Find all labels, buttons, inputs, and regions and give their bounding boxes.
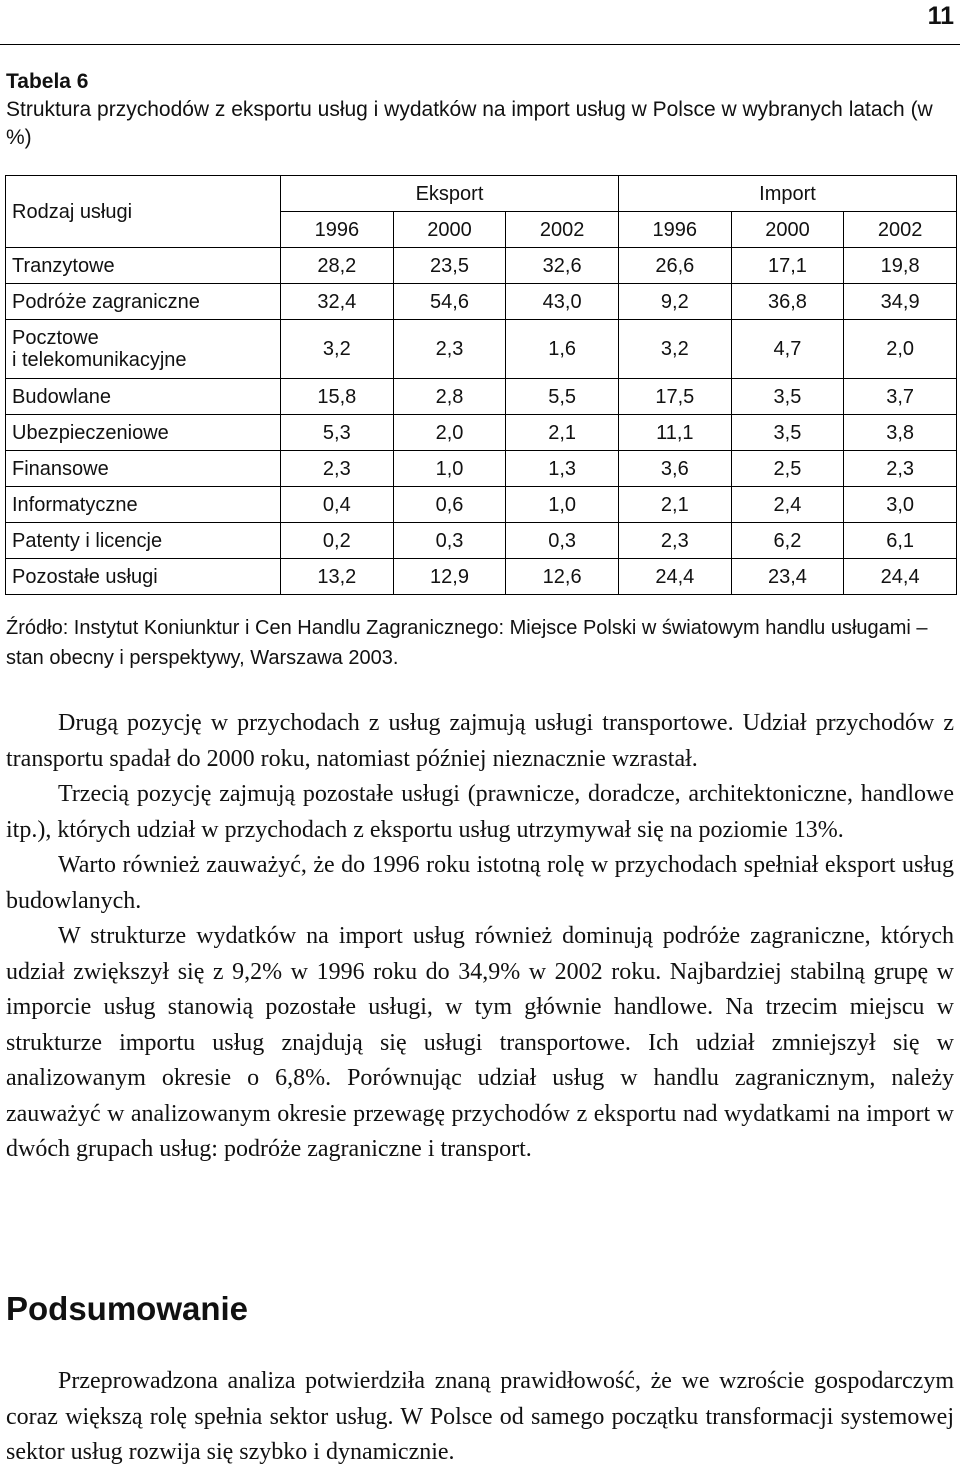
paragraph: W strukturze wydatków na import usług również dominują podróże zagraniczne, których udział zwiększył się z 9,2% w 1996 roku do 34,9% w 2002 roku. Najbardziej stabilną grupę w imporcie usług stanowią pozostałe usługi, w tym głównie handlowe. Na trzecim miejscu w strukturze importu usług znajdują się usługi transportowe. Ich udział zmniejszył się w analizowanym okresie o 6,8%. Porównując udział usług w handlu zagranicznym, należy zauważyć w analizowanym okresie przewagę przychodów z eksportu nad wydatkami na import w dwóch grupach usług: podróże zagraniczne i transport. <box>6 923 954 1162</box>
services-table <box>5 175 957 595</box>
table-cell: 2,3 <box>281 451 394 487</box>
table-cell: 5,5 <box>506 379 619 415</box>
table-cell: 15,8 <box>281 379 394 415</box>
year-header: 1996 <box>618 212 731 248</box>
table-cell: 3,5 <box>731 379 844 415</box>
table-cell: 3,8 <box>844 415 957 451</box>
table-cell: 13,2 <box>281 559 394 595</box>
table-cell: 0,6 <box>393 487 506 523</box>
paragraph: Trzecią pozycję zajmują pozostałe usługi (prawnicze, doradcze, architektoniczne, handlowe itp.), których udział w przychodach z eksportu usług utrzymywał się na poziomie 13%. <box>6 781 954 843</box>
table-cell: 28,2 <box>281 248 394 284</box>
table-cell: 43,0 <box>506 284 619 320</box>
body-text <box>6 706 954 1168</box>
table-cell: 24,4 <box>618 559 731 595</box>
table-cell: 2,4 <box>731 487 844 523</box>
table-cell: 0,4 <box>281 487 394 523</box>
row-category: Pocztowe i telekomunikacyjne <box>6 320 281 379</box>
paragraph: Drugą pozycję w przychodach z usług zajmują usługi transportowe. Udział przychodów z transportu spadał do 2000 roku, natomiast później nieznacznie wzrastał. <box>6 710 954 772</box>
row-category: Finansowe <box>6 451 281 487</box>
table-cell: 3,7 <box>844 379 957 415</box>
table-cell: 1,6 <box>506 320 619 379</box>
table-cell: 19,8 <box>844 248 957 284</box>
table-cell: 5,3 <box>281 415 394 451</box>
group-header-import: Import <box>618 176 956 212</box>
table-cell: 36,8 <box>731 284 844 320</box>
year-header: 1996 <box>281 212 394 248</box>
row-category: Informatyczne <box>6 487 281 523</box>
year-header: 2002 <box>506 212 619 248</box>
table-cell: 12,6 <box>506 559 619 595</box>
table-label: Tabela 6 <box>6 70 89 93</box>
paragraph: Przeprowadzona analiza potwierdziła znaną prawidłowość, że we wzroście gospodarczym coraz większą rolę spełnia sektor usług. W Polsce od samego początku transformacji systemowej sektor usług rozwija się szybko i dynamicznie. <box>6 1368 954 1465</box>
table-source: Źródło: Instytut Koniunktur i Cen Handlu Zagranicznego: Miejsce Polski w światowym handlu usługami – stan obecny i perspektywy, Warszawa 2003. <box>6 617 928 669</box>
group-header-export: Eksport <box>281 176 619 212</box>
table-row <box>6 320 957 379</box>
table-cell: 1,0 <box>393 451 506 487</box>
table-cell: 2,1 <box>618 487 731 523</box>
table-cell: 2,3 <box>618 523 731 559</box>
table-cell: 3,5 <box>731 415 844 451</box>
table-body <box>6 248 957 595</box>
table-cell: 32,4 <box>281 284 394 320</box>
table-cell: 0,2 <box>281 523 394 559</box>
table-caption <box>6 68 954 152</box>
table-cell: 32,6 <box>506 248 619 284</box>
summary-text <box>6 1364 954 1471</box>
table-row <box>6 523 957 559</box>
row-header: Rodzaj usługi <box>6 176 281 248</box>
table-cell: 0,3 <box>393 523 506 559</box>
table-cell: 3,2 <box>281 320 394 379</box>
table-cell: 26,6 <box>618 248 731 284</box>
table-cell: 3,2 <box>618 320 731 379</box>
table-cell: 2,3 <box>844 451 957 487</box>
row-category: Tranzytowe <box>6 248 281 284</box>
row-category: Ubezpieczeniowe <box>6 415 281 451</box>
table-cell: 6,2 <box>731 523 844 559</box>
table-cell: 12,9 <box>393 559 506 595</box>
table-cell: 17,1 <box>731 248 844 284</box>
table-cell: 3,0 <box>844 487 957 523</box>
header-rule <box>0 44 960 45</box>
table-cell: 2,1 <box>506 415 619 451</box>
table-cell: 9,2 <box>618 284 731 320</box>
paragraph: Warto również zauważyć, że do 1996 roku istotną rolę w przychodach spełniał eksport usług budowlanych. <box>6 852 954 914</box>
row-category: Budowlane <box>6 379 281 415</box>
table-cell: 34,9 <box>844 284 957 320</box>
table-cell: 2,0 <box>393 415 506 451</box>
table-row <box>6 487 957 523</box>
year-header: 2000 <box>731 212 844 248</box>
table-cell: 3,6 <box>618 451 731 487</box>
table-cell: 4,7 <box>731 320 844 379</box>
table-cell: 1,3 <box>506 451 619 487</box>
table-row <box>6 379 957 415</box>
table-cell: 2,8 <box>393 379 506 415</box>
row-category: Podróże zagraniczne <box>6 284 281 320</box>
table-cell: 17,5 <box>618 379 731 415</box>
year-header: 2000 <box>393 212 506 248</box>
row-category: Patenty i licencje <box>6 523 281 559</box>
table-row <box>6 248 957 284</box>
table-cell: 54,6 <box>393 284 506 320</box>
table-cell: 23,4 <box>731 559 844 595</box>
year-header: 2002 <box>844 212 957 248</box>
table-cell: 23,5 <box>393 248 506 284</box>
table-cell: 2,0 <box>844 320 957 379</box>
table-cell: 0,3 <box>506 523 619 559</box>
table-row <box>6 284 957 320</box>
table-row <box>6 415 957 451</box>
table-cell: 24,4 <box>844 559 957 595</box>
table-cell: 11,1 <box>618 415 731 451</box>
page-number: 11 <box>927 2 954 30</box>
table-cell: 1,0 <box>506 487 619 523</box>
table-cell: 2,3 <box>393 320 506 379</box>
table-row <box>6 451 957 487</box>
row-category: Pozostałe usługi <box>6 559 281 595</box>
table-cell: 6,1 <box>844 523 957 559</box>
section-heading: Podsumowanie <box>6 1290 249 1327</box>
table-title: Struktura przychodów z eksportu usług i wydatków na import usług w Polsce w wybranych latach (w %) <box>6 98 933 149</box>
table-row <box>6 559 957 595</box>
table-cell: 2,5 <box>731 451 844 487</box>
